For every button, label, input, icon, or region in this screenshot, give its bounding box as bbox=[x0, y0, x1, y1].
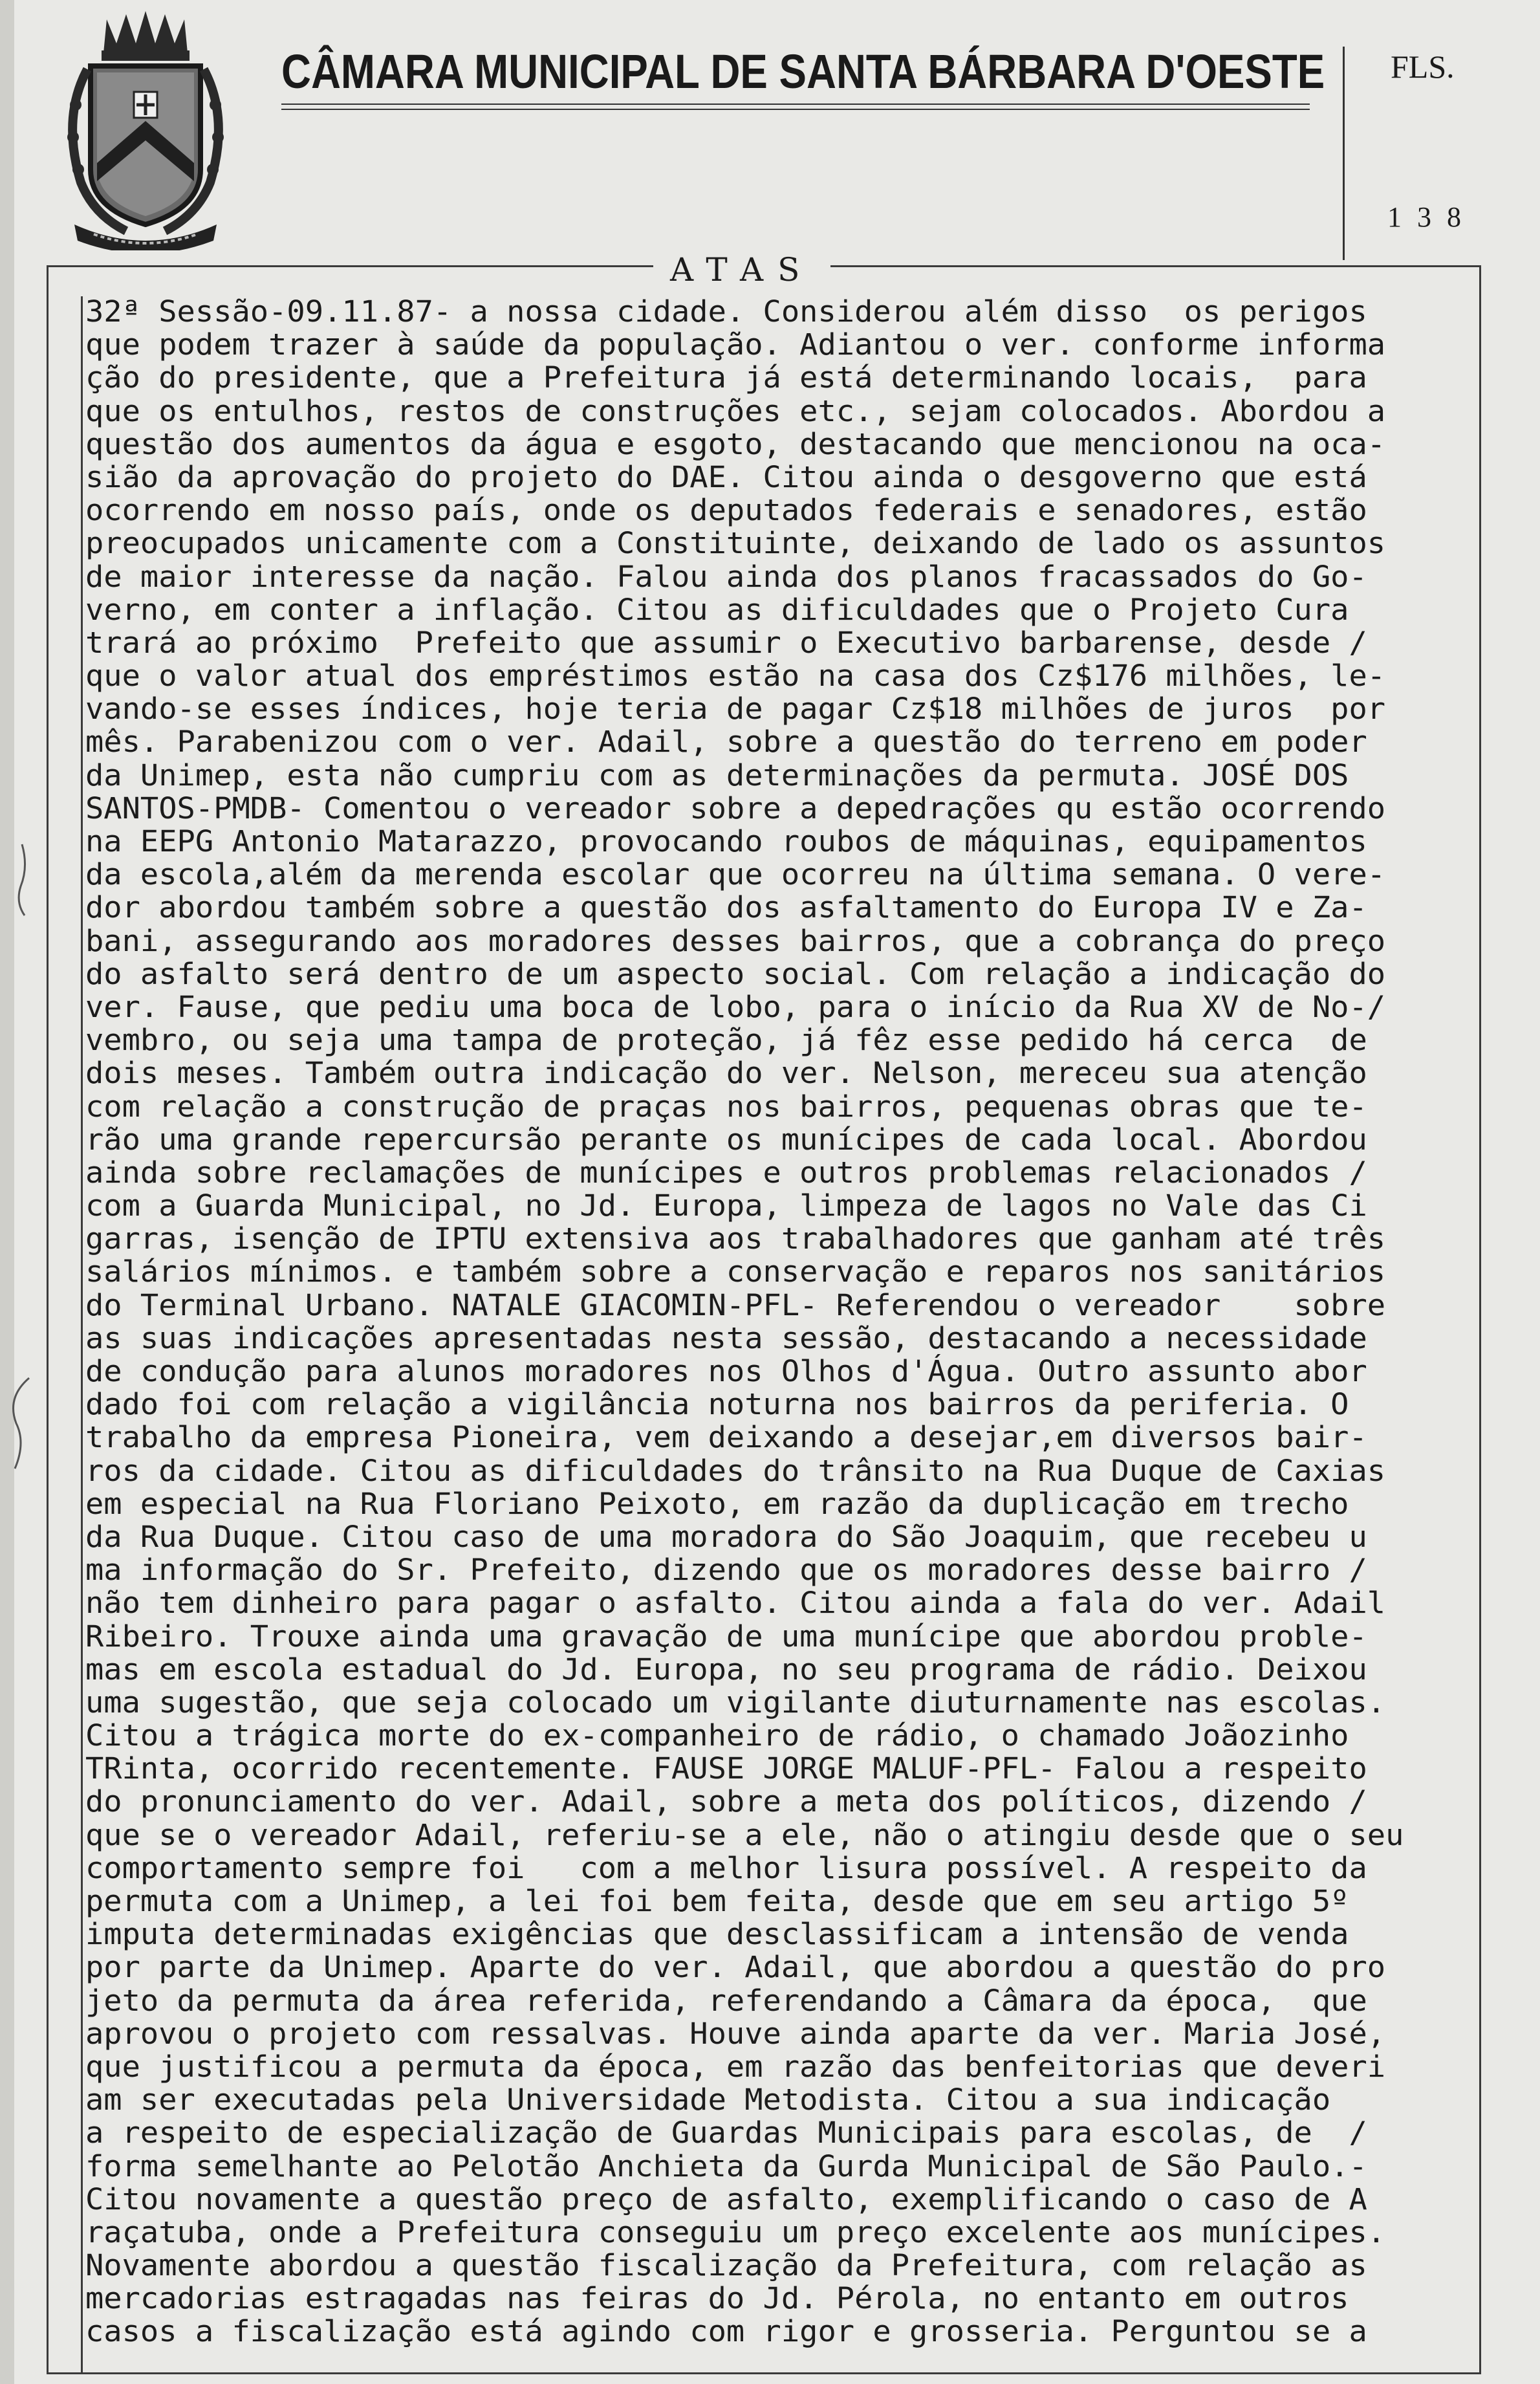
header-rule-double bbox=[281, 109, 1310, 110]
margin-pen-mark bbox=[3, 1372, 42, 1475]
minutes-line: imputa determinadas exigências que desclassificam a intensão de venda bbox=[85, 1917, 1349, 1952]
minutes-line: que justificou a permuta da época, em razão das benfeitorias que deveri bbox=[85, 2049, 1386, 2084]
scan-left-edge bbox=[0, 0, 14, 2384]
minutes-line: TRinta, ocorrido recentemente. FAUSE JORGE MALUF-PFL- Falou a respeito bbox=[85, 1751, 1367, 1786]
minutes-text bbox=[85, 295, 1482, 2348]
minutes-line: mercadorias estragadas nas feiras do Jd. Pérola, no entanto em outros bbox=[85, 2281, 1349, 2316]
minutes-line: Novamente abordou a questão fiscalização da Prefeitura, com relação as bbox=[85, 2248, 1367, 2283]
minutes-line: mas em escola estadual do Jd. Europa, no seu programa de rádio. Deixou bbox=[85, 1652, 1367, 1687]
minutes-line: por parte da Unimep. Aparte do ver. Adail, que abordou a questão do pro bbox=[85, 1950, 1386, 1985]
minutes-line: com a Guarda Municipal, no Jd. Europa, limpeza de lagos no Vale das Ci bbox=[85, 1188, 1367, 1223]
institution-title: CÂMARA MUNICIPAL DE SANTA BÁRBARA D'OESTE bbox=[281, 45, 1325, 98]
margin-pen-mark bbox=[9, 841, 35, 919]
minutes-line: da Unimep, esta não cumpriu com as determinações da permuta. JOSÉ DOS bbox=[85, 758, 1349, 793]
minutes-line: Ribeiro. Trouxe ainda uma gravação de uma munícipe que abordou proble- bbox=[85, 1619, 1367, 1654]
minutes-line: forma semelhante ao Pelotão Anchieta da Gurda Municipal de São Paulo.- bbox=[85, 2149, 1367, 2183]
section-title: ATAS bbox=[653, 251, 830, 289]
minutes-line: SANTOS-PMDB- Comentou o vereador sobre a depedrações qu estão ocorrendo bbox=[85, 791, 1386, 826]
header-divider bbox=[1343, 47, 1345, 260]
folio-label: FLS. bbox=[1391, 49, 1455, 85]
minutes-line: dois meses. Também outra indicação do ver. Nelson, mereceu sua atenção bbox=[85, 1056, 1367, 1091]
minutes-line: Citou a trágica morte do ex-companheiro de rádio, o chamado Joãozinho bbox=[85, 1718, 1349, 1753]
minutes-line: de condução para alunos moradores nos Olhos d'Água. Outro assunto abor bbox=[85, 1354, 1367, 1388]
minutes-line: uma sugestão, que seja colocado um vigilante diuturnamente nas escolas. bbox=[85, 1685, 1386, 1720]
minutes-line: salários mínimos. e também sobre a conservação e reparos nos sanitários bbox=[85, 1254, 1386, 1289]
minutes-line: vando-se esses índices, hoje teria de pagar Cz$18 milhões de juros por bbox=[85, 692, 1386, 727]
minutes-line: ocorrendo em nosso país, onde os deputados federais e senadores, estão bbox=[85, 493, 1367, 528]
minutes-line: Citou novamente a questão preço de asfalto, exemplificando o caso de A bbox=[85, 2182, 1367, 2216]
minutes-line: na EEPG Antonio Matarazzo, provocando roubos de máquinas, equipamentos bbox=[85, 824, 1367, 858]
header-rule bbox=[281, 104, 1310, 105]
minutes-line: mês. Parabenizou com o ver. Adail, sobre a questão do terreno em poder bbox=[85, 725, 1367, 760]
minutes-line: preocupados unicamente com a Constituinte, deixando de lado os assuntos bbox=[85, 526, 1386, 561]
minutes-line: sião da aprovação do projeto do DAE. Citou ainda o desgoverno que está bbox=[85, 459, 1367, 494]
minutes-line: de maior interesse da nação. Falou ainda dos planos fracassados do Go- bbox=[85, 559, 1367, 594]
minutes-line: ma informação do Sr. Prefeito, dizendo que os moradores desse bairro / bbox=[85, 1553, 1367, 1588]
minutes-line: da Rua Duque. Citou caso de uma moradora do São Joaquim, que recebeu u bbox=[85, 1519, 1367, 1554]
minutes-line: permuta com a Unimep, a lei foi bem feita, desde que em seu artigo 5º bbox=[85, 1884, 1349, 1918]
minutes-line: raçatuba, onde a Prefeitura conseguiu um preço excelente aos munícipes. bbox=[85, 2214, 1386, 2249]
minutes-line: dor abordou também sobre a questão dos asfaltamento do Europa IV e Za- bbox=[85, 890, 1367, 925]
minutes-line: a respeito de especialização de Guardas Municipais para escolas, de / bbox=[85, 2116, 1367, 2150]
minutes-line: dado foi com relação a vigilância noturna nos bairros da periferia. O bbox=[85, 1387, 1349, 1422]
minutes-line: trabalho da empresa Pioneira, vem deixando a desejar,em diversos bair- bbox=[85, 1420, 1367, 1455]
folio-number: 138 bbox=[1387, 201, 1477, 233]
minutes-line: que podem trazer à saúde da população. Adiantou o ver. conforme informa bbox=[85, 327, 1386, 362]
minutes-line: ção do presidente, que a Prefeitura já está determinando locais, para bbox=[85, 360, 1367, 395]
minutes-line: verno, em conter a inflação. Citou as dificuldades que o Projeto Cura bbox=[85, 592, 1349, 627]
minutes-line: ver. Fause, que pediu uma boca de lobo, para o início da Rua XV de No-/ bbox=[85, 989, 1386, 1024]
minutes-line: do pronunciamento do ver. Adail, sobre a meta dos políticos, dizendo / bbox=[85, 1784, 1367, 1819]
minutes-line: rão uma grande repercursão perante os munícipes de cada local. Abordou bbox=[85, 1122, 1367, 1157]
minutes-line: que o valor atual dos empréstimos estão na casa dos Cz$176 milhões, le- bbox=[85, 659, 1386, 694]
minutes-line: casos a fiscalização está agindo com rigor e grosseria. Perguntou se a bbox=[85, 2314, 1367, 2349]
minutes-line: questão dos aumentos da água e esgoto, destacando que mencionou na oca- bbox=[85, 426, 1386, 461]
minutes-line: da escola,além da merenda escolar que ocorreu na última semana. O vere- bbox=[85, 857, 1386, 892]
minutes-line: que os entulhos, restos de construções etc., sejam colocados. Abordou a bbox=[85, 393, 1386, 428]
minutes-line: aprovou o projeto com ressalvas. Houve ainda aparte da ver. Maria José, bbox=[85, 2016, 1386, 2051]
minutes-line: do asfalto será dentro de um aspecto social. Com relação a indicação do bbox=[85, 956, 1386, 991]
minutes-line: garras, isenção de IPTU extensiva aos trabalhadores que ganham até três bbox=[85, 1221, 1386, 1256]
minutes-line: comportamento sempre foi com a melhor lisura possível. A respeito da bbox=[85, 1850, 1367, 1885]
municipal-crest-icon bbox=[61, 8, 230, 250]
minutes-line: ainda sobre reclamações de munícipes e outros problemas relacionados / bbox=[85, 1155, 1367, 1190]
minutes-line: jeto da permuta da área referida, referendando a Câmara da época, que bbox=[85, 1983, 1367, 2018]
minutes-line: bani, assegurando aos moradores desses bairros, que a cobrança do preço bbox=[85, 923, 1386, 958]
minutes-line: am ser executadas pela Universidade Metodista. Citou a sua indicação bbox=[85, 2083, 1331, 2117]
minutes-line: as suas indicações apresentadas nesta sessão, destacando a necessidade bbox=[85, 1320, 1367, 1355]
minutes-line: não tem dinheiro para pagar o asfalto. Citou ainda a fala do ver. Adail bbox=[85, 1586, 1386, 1621]
minutes-line: ros da cidade. Citou as dificuldades do trânsito na Rua Duque de Caxias bbox=[85, 1453, 1386, 1488]
minutes-line: com relação a construção de praças nos bairros, pequenas obras que te- bbox=[85, 1089, 1367, 1124]
minutes-line: trará ao próximo Prefeito que assumir o Executivo barbarense, desde / bbox=[85, 625, 1367, 660]
minutes-line: vembro, ou seja uma tampa de proteção, já fêz esse pedido há cerca de bbox=[85, 1023, 1367, 1058]
minutes-line: 32ª Sessão-09.11.87- a nossa cidade. Considerou além disso os perigos bbox=[85, 294, 1367, 329]
minutes-line: em especial na Rua Floriano Peixoto, em razão da duplicação em trecho bbox=[85, 1486, 1349, 1521]
minutes-line: que se o vereador Adail, referiu-se a ele, não o atingiu desde que o seu bbox=[85, 1817, 1404, 1852]
minutes-line: do Terminal Urbano. NATALE GIACOMIN-PFL- Referendou o vereador sobre bbox=[85, 1287, 1386, 1322]
